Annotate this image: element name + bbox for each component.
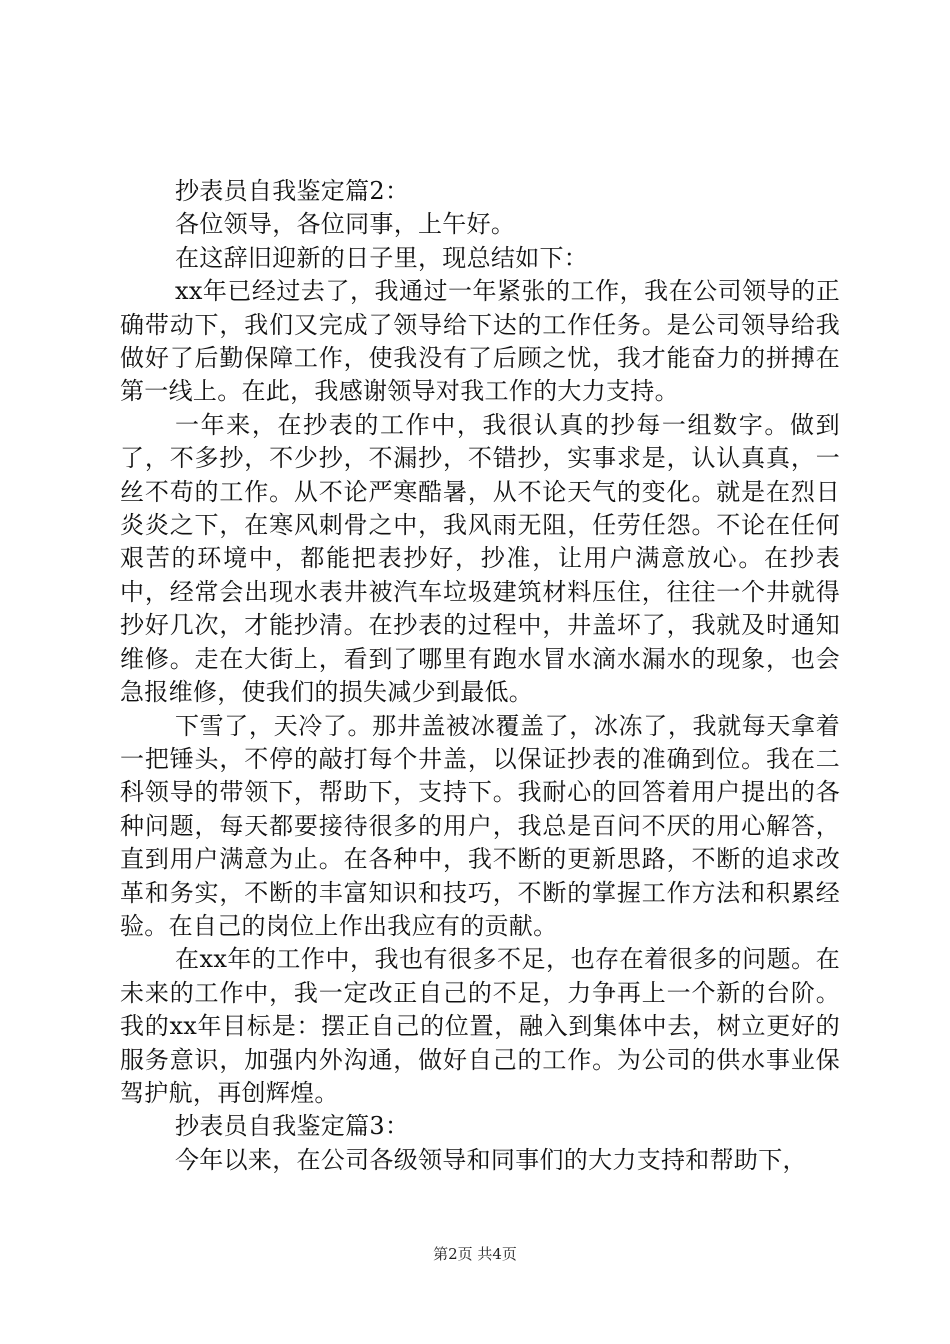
- document-body: [120, 175, 840, 1177]
- paragraph-greeting: 各位领导，各位同事，上午好。: [175, 210, 516, 239]
- paragraph-past-year: xx年已经过去了，我通过一年紧张的工作，我在公司领导的正确带动下，我们又完成了领导给下达的工作任务。是公司领导给我做好了后勤保障工作，使我没有了后顾之忧，我才能奋力的拼搏在第一线上。在此，我感谢领导对我工作的大力支持。: [120, 277, 840, 406]
- paragraph-section3-start: 今年以来，在公司各级领导和同事们的大力支持和帮助下，: [175, 1145, 807, 1174]
- section-heading-3: 抄表员自我鉴定篇3：: [175, 1112, 410, 1141]
- paragraph-meter-reading: 一年来，在抄表的工作中，我很认真的抄每一组数字。做到了，不多抄，不少抄，不漏抄，不错抄，实事求是，认认真真，一丝不苟的工作。从不论严寒酷暑，从不论天气的变化。就是在烈日炎炎之下，在寒风刺骨之中，我风雨无阻，任劳任怨。不论在任何艰苦的环境中，都能把表抄好，抄准，让用户满意放心。在抄表中，经常会出现水表井被汽车垃圾建筑材料压住，往往一个井就得抄好几次，才能抄清。在抄表的过程中，井盖坏了，我就及时通知维修。走在大街上，看到了哪里有跑水冒水滴水漏水的现象，也会急报维修，使我们的损失减少到最低。: [120, 410, 840, 707]
- paragraph-shortcomings: 在xx年的工作中，我也有很多不足，也存在着很多的问题。在未来的工作中，我一定改正自己的不足，力争再上一个新的台阶。我的xx年目标是：摆正自己的位置，融入到集体中去，树立更好的服务意识，加强内外沟通，做好自己的工作。为公司的供水事业保驾护航，再创辉煌。: [120, 945, 840, 1107]
- section-heading-2: 抄表员自我鉴定篇2：: [175, 177, 410, 205]
- paragraph-winter-work: 下雪了，天冷了。那井盖被冰覆盖了，冰冻了，我就每天拿着一把锤头，不停的敲打每个井盖，以保证抄表的准确到位。我在二科领导的带领下，帮助下，支持下。我耐心的回答着用户提出的各种问题，每天都要接待很多的用户，我总是百问不厌的用心解答，直到用户满意为止。在各种中，我不断的更新思路，不断的追求改革和务实，不断的丰富知识和技巧，不断的掌握工作方法和积累经验。在自己的岗位上作出我应有的贡献。: [120, 711, 840, 940]
- paragraph-intro: 在这辞旧迎新的日子里，现总结如下：: [175, 243, 589, 272]
- page-footer: 第2页 共4页: [433, 1245, 517, 1263]
